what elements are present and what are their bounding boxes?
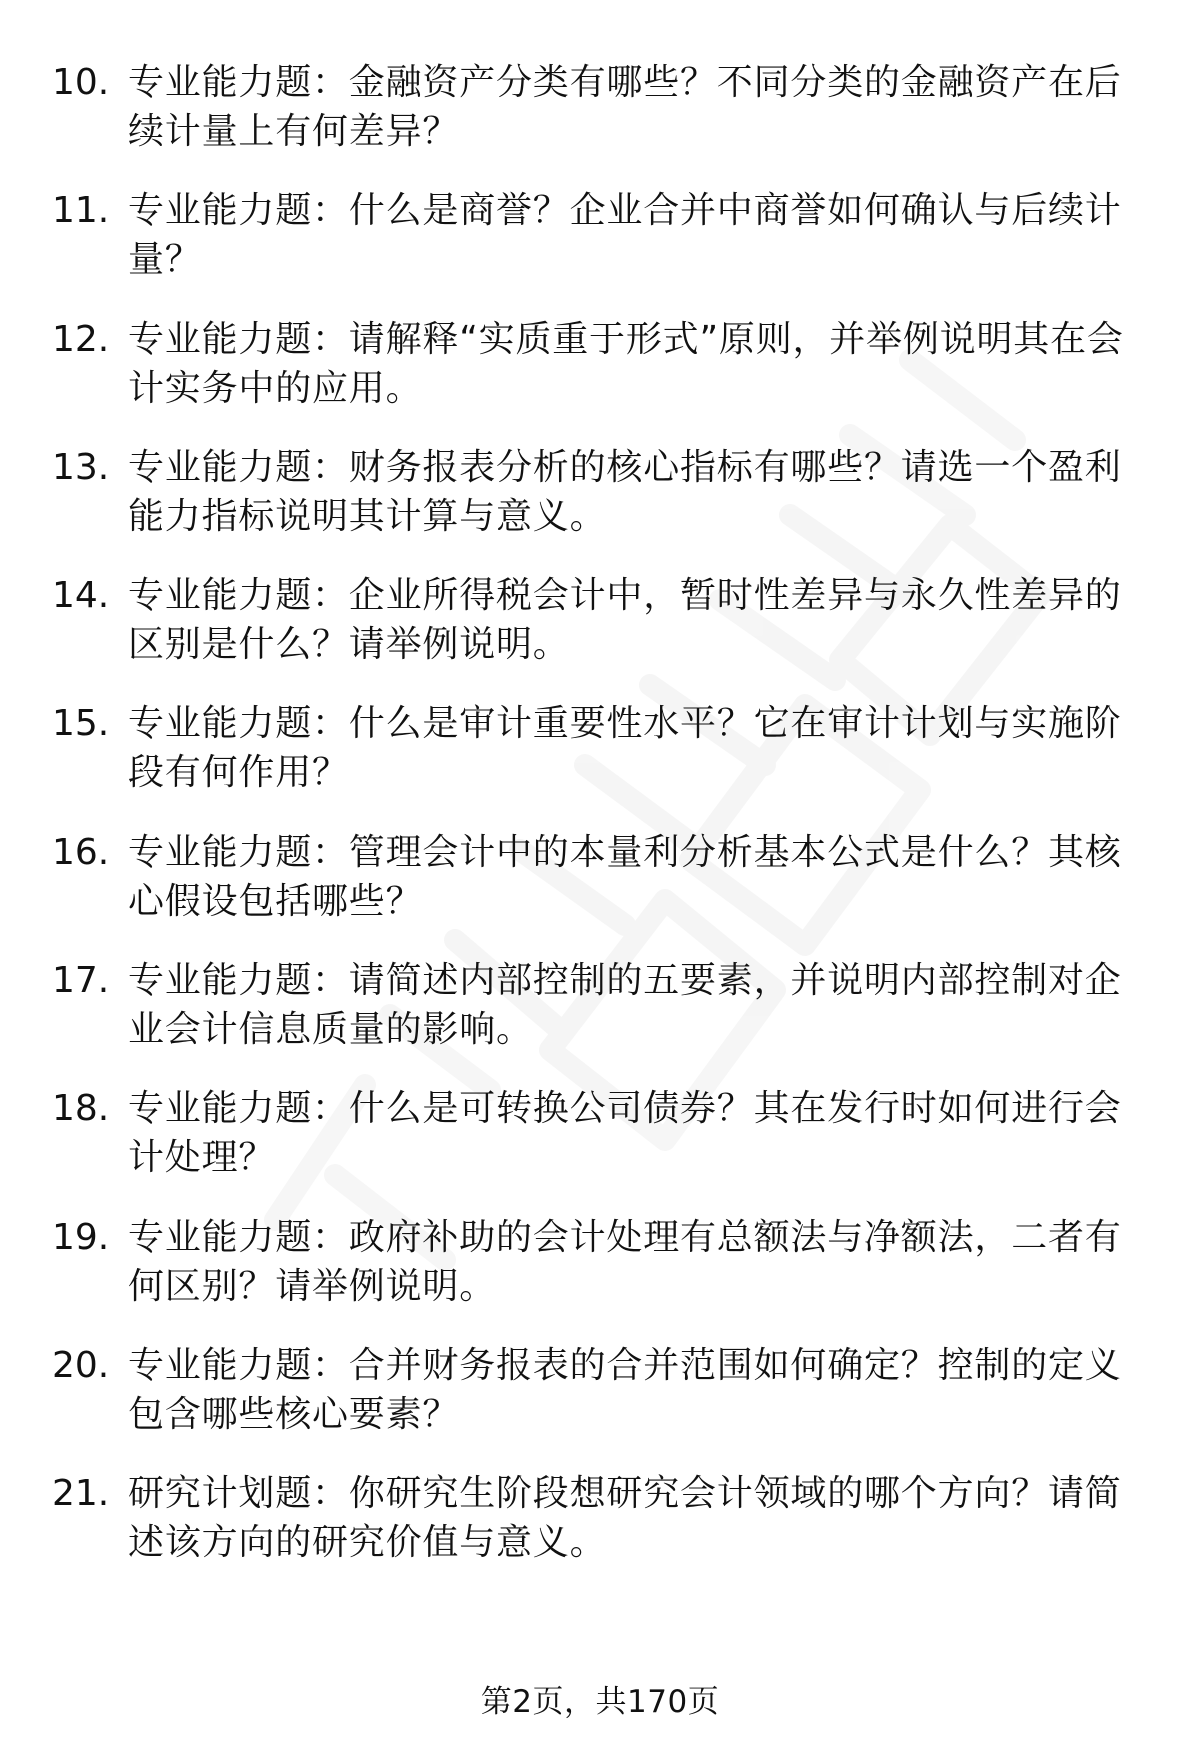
question-item	[52, 186, 1142, 284]
question-item	[52, 1084, 1142, 1182]
question-text: 专业能力题：财务报表分析的核心指标有哪些？请选一个盈利能力指标说明其计算与意义。	[128, 446, 1122, 537]
question-number: 15.	[52, 703, 110, 745]
question-item	[52, 571, 1142, 669]
question-text: 专业能力题：金融资产分类有哪些？不同分类的金融资产在后续计量上有何差异？	[128, 62, 1122, 152]
question-list	[52, 58, 1142, 1598]
question-item	[52, 443, 1142, 541]
question-number: 17.	[52, 960, 110, 1002]
question-number: 21.	[52, 1473, 110, 1515]
question-item	[52, 58, 1142, 156]
question-text: 专业能力题：什么是可转换公司债券？其在发行时如何进行会计处理？	[128, 1088, 1122, 1179]
question-text: 专业能力题：请解释“实质重于形式”原则，并举例说明其在会计实务中的应用。	[128, 318, 1124, 409]
question-number: 12.	[52, 318, 110, 360]
question-item	[52, 956, 1142, 1054]
question-text: 专业能力题：企业所得税会计中，暂时性差异与永久性差异的区别是什么？请举例说明。	[128, 575, 1122, 666]
question-number: 16.	[52, 831, 110, 873]
question-text: 专业能力题：政府补助的会计处理有总额法与净额法，二者有何区别？请举例说明。	[128, 1216, 1122, 1307]
question-number: 13.	[52, 446, 110, 488]
question-item	[52, 1469, 1142, 1567]
question-text: 专业能力题：请简述内部控制的五要素，并说明内部控制对企业会计信息质量的影响。	[128, 960, 1122, 1051]
question-number: 11.	[52, 190, 110, 232]
question-number: 18.	[52, 1088, 110, 1130]
question-number: 14.	[52, 575, 110, 617]
question-item	[52, 699, 1142, 797]
page-footer: 第2页，共170页	[480, 1684, 720, 1720]
question-text: 专业能力题：合并财务报表的合并范围如何确定？控制的定义包含哪些核心要素？	[128, 1344, 1122, 1435]
question-text: 专业能力题：管理会计中的本量利分析基本公式是什么？其核心假设包括哪些？	[128, 831, 1122, 922]
question-text: 专业能力题：什么是审计重要性水平？它在审计计划与实施阶段有何作用？	[128, 703, 1122, 794]
question-number: 10.	[52, 62, 110, 103]
question-item	[52, 1341, 1142, 1439]
question-item	[52, 315, 1142, 413]
question-text: 研究计划题：你研究生阶段想研究会计领域的哪个方向？请简述该方向的研究价值与意义。	[128, 1473, 1122, 1564]
question-item	[52, 1213, 1142, 1311]
question-item	[52, 828, 1142, 926]
question-number: 19.	[52, 1216, 110, 1258]
question-number: 20.	[52, 1344, 110, 1386]
question-text: 专业能力题：什么是商誉？企业合并中商誉如何确认与后续计量？	[128, 190, 1122, 281]
